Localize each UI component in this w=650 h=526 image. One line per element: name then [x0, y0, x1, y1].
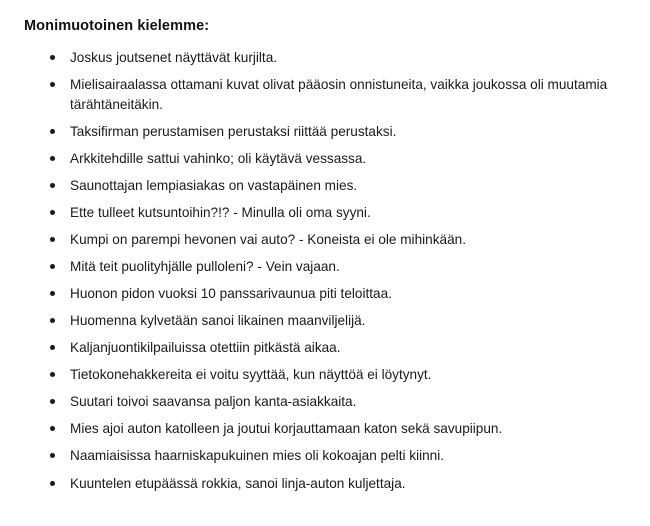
list-item: Huomenna kylvetään sanoi likainen maanviljelijä. [46, 311, 628, 331]
list-item: Taksifirman perustamisen perustaksi riittää perustaksi. [46, 122, 628, 142]
list-item: Naamiaisissa haarniskapukuinen mies oli kokoajan pelti kiinni. [46, 446, 628, 466]
list-item: Huonon pidon vuoksi 10 panssarivaunua piti teloittaa. [46, 284, 628, 304]
list-item: Arkkitehdille sattui vahinko; oli käytävä vessassa. [46, 149, 628, 169]
list-item: Mielisairaalassa ottamani kuvat olivat pääosin onnistuneita, vaikka joukossa oli muutamia tärähtäneitäkin. [46, 75, 628, 114]
list-item: Kuuntelen etupäässä rokkia, sanoi linja-auton kuljettaja. [46, 474, 628, 494]
list-item: Tietokonehakkereita ei voitu syyttää, kun näyttöä ei löytynyt. [46, 365, 628, 385]
sentence-list [22, 48, 628, 493]
list-item: Saunottajan lempiasiakas on vastapäinen mies. [46, 176, 628, 196]
list-item: Kumpi on parempi hevonen vai auto? - Koneista ei ole mihinkään. [46, 230, 628, 250]
list-item: Mitä teit puolityhjälle pulloleni? - Vein vajaan. [46, 257, 628, 277]
list-item: Joskus joutsenet näyttävät kurjilta. [46, 48, 628, 68]
list-item: Mies ajoi auton katolleen ja joutui korjauttamaan katon sekä savupiipun. [46, 419, 628, 439]
list-item: Suutari toivoi saavansa paljon kanta-asiakkaita. [46, 392, 628, 412]
page-title: Monimuotoinen kielemme: [24, 18, 210, 34]
list-item: Kaljanjuontikilpailuissa otettiin pitkästä aikaa. [46, 338, 628, 358]
list-item: Ette tulleet kutsuntoihin?!? - Minulla oli oma syyni. [46, 203, 628, 223]
